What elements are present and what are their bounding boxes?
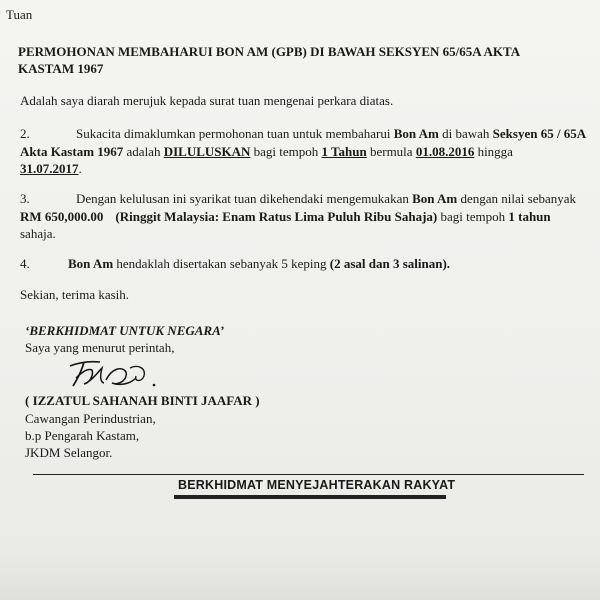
handwritten-signature: [66, 356, 166, 392]
paragraph-3-line-3: sahaja.: [20, 226, 56, 241]
bon-am-term: Bon Am: [412, 191, 458, 206]
paragraph-2-line-3: [20, 161, 82, 176]
copies-note: (2 asal dan 3 salinan).: [329, 256, 451, 271]
letter-title-line-2: KASTAM 1967: [18, 61, 104, 76]
signatory-name: ( IZZATUL SAHANAH BINTI JAAFAR ): [25, 393, 260, 408]
paragraph-2-line-2: [20, 144, 513, 159]
text: Sukacita dimaklumkan permohonan tuan untuk membaharui: [76, 126, 394, 141]
text: bermula: [366, 144, 416, 159]
footer-motto-underline: [174, 495, 446, 499]
approval-status: DILULUSKAN: [163, 144, 251, 159]
letter-title-line-1: PERMOHONAN MEMBAHARUI BON AM (GPB) DI BAWAH SEKSYEN 65/65A AKTA: [18, 44, 521, 59]
signatory-on-behalf: b.p Pengarah Kastam,: [25, 428, 140, 443]
text: hingga: [474, 144, 513, 159]
text: bagi tempoh: [437, 209, 509, 224]
order-line: Saya yang menurut perintah,: [25, 340, 175, 355]
paragraph-number: 4.: [20, 256, 30, 271]
text: hendaklah disertakan sebanyak 5 keping: [113, 256, 330, 271]
text: dengan nilai sebanyak: [457, 191, 577, 206]
end-date: 31.07.2017: [20, 161, 79, 176]
paragraph-3-line-2: [20, 209, 551, 224]
signatory-branch: Cawangan Perindustrian,: [25, 411, 156, 426]
act-reference: Akta Kastam 1967: [20, 144, 124, 159]
footer-rule: [33, 474, 584, 475]
closing-line: Sekian, terima kasih.: [20, 287, 130, 302]
amount-in-words: (Ringgit Malaysia: Enam Ratus Lima Puluh Ribu Sahaja): [115, 209, 438, 224]
paragraph-4-text: [68, 256, 450, 271]
paper-shadow: [0, 550, 600, 600]
paragraph-3-line-1: [76, 191, 576, 206]
paragraph-2-line-1: [76, 126, 586, 141]
section-reference: Seksyen 65 / 65A: [492, 126, 587, 141]
text: di bawah: [438, 126, 493, 141]
paragraph-number: 2.: [20, 126, 30, 141]
text: adalah: [123, 144, 164, 159]
validity-period: 1 Tahun: [321, 144, 367, 159]
text: .: [78, 161, 82, 176]
intro-paragraph: Adalah saya diarah merujuk kepada surat tuan mengenai perkara diatas.: [20, 93, 394, 108]
bon-am-term: Bon Am: [68, 256, 114, 271]
salutation: Tuan: [6, 7, 33, 22]
motto: ‘BERKHIDMAT UNTUK NEGARA’: [25, 323, 225, 338]
bond-amount: RM 650,000.00: [20, 209, 104, 224]
bond-period: 1 tahun: [508, 209, 551, 224]
bon-am-term: Bon Am: [393, 126, 439, 141]
signatory-department: JKDM Selangor.: [25, 445, 113, 460]
start-date: 01.08.2016: [415, 144, 475, 159]
text: bagi tempoh: [250, 144, 322, 159]
paragraph-number: 3.: [20, 191, 30, 206]
footer-motto: BERKHIDMAT MENYEJAHTERAKAN RAKYAT: [178, 478, 456, 492]
text: Dengan kelulusan ini syarikat tuan dikehendaki mengemukakan: [76, 191, 413, 206]
